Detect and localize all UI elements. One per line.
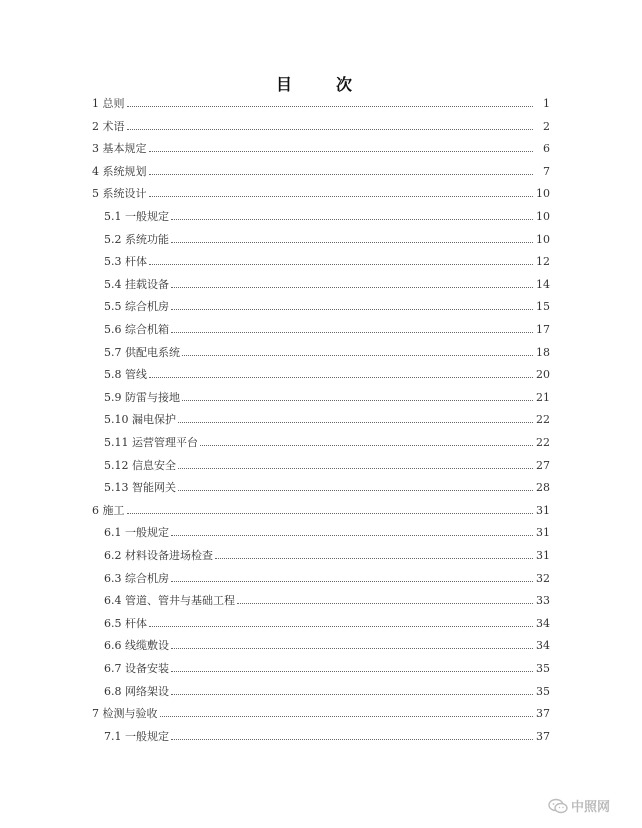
toc-entry-label: 5.4 挂载设备 [104, 277, 169, 291]
dot-leader [171, 287, 533, 288]
toc-section-entry[interactable] [104, 431, 550, 449]
toc-entry-label: 6.8 网络架设 [104, 684, 169, 698]
toc-entry-label: 5.7 供配电系统 [104, 345, 180, 359]
dot-leader [200, 445, 533, 446]
toc-section-entry[interactable] [104, 476, 550, 494]
toc-entry-page: 35 [536, 662, 550, 675]
dot-leader [149, 264, 533, 265]
toc-entry-label: 5.5 综合机房 [104, 300, 169, 314]
dot-leader [171, 309, 533, 310]
dot-leader [215, 558, 533, 559]
toc-chapter-entry[interactable] [92, 115, 550, 133]
toc-entry-label: 6.6 线缆敷设 [104, 639, 169, 653]
toc-section-entry[interactable] [104, 318, 550, 336]
dot-leader [178, 490, 533, 491]
dot-leader [171, 671, 533, 672]
toc-entry-label: 6.5 杆体 [104, 616, 147, 630]
toc-section-entry[interactable] [104, 521, 550, 539]
toc-entry-label: 3 基本规定 [92, 142, 147, 156]
toc-entry-label: 6.3 综合机房 [104, 571, 169, 585]
toc-entry-label: 5.2 系统功能 [104, 232, 169, 246]
toc-entry-page: 14 [536, 277, 550, 291]
toc-entry-page: 33 [536, 594, 550, 608]
toc-entry-page: 37 [536, 707, 550, 721]
toc-entry-page: 6 [543, 142, 550, 156]
toc-entry-page: 18 [536, 345, 550, 359]
toc-chapter-entry[interactable] [92, 92, 550, 110]
toc-entry-label: 6 施工 [92, 503, 125, 517]
dot-leader [149, 196, 534, 197]
dot-leader [149, 174, 534, 175]
toc-section-entry[interactable] [104, 341, 550, 359]
toc-section-entry[interactable] [104, 634, 550, 652]
toc-entry-label: 5.10 漏电保护 [104, 413, 176, 427]
toc-entry-label: 5 系统设计 [92, 187, 147, 201]
toc-section-entry[interactable] [104, 589, 550, 607]
dot-leader [171, 694, 533, 695]
toc-section-entry[interactable] [104, 273, 550, 291]
dot-leader [127, 129, 534, 130]
toc-section-entry[interactable] [104, 680, 550, 698]
wechat-icon [548, 798, 568, 814]
toc-entry-label: 5.9 防雷与接地 [104, 390, 180, 404]
toc-entry-page: 31 [536, 503, 550, 517]
dot-leader [160, 716, 534, 717]
toc-section-entry[interactable] [104, 454, 550, 472]
toc-section-entry[interactable] [104, 250, 550, 268]
toc-entry-page: 34 [536, 639, 550, 653]
dot-leader [171, 648, 533, 649]
toc-entry-page: 2 [543, 119, 550, 133]
dot-leader [171, 332, 533, 333]
toc-entry-page: 10 [536, 210, 550, 223]
dot-leader [182, 355, 533, 356]
toc-entry-label: 7 检测与验收 [92, 707, 158, 721]
toc-entry-page: 10 [536, 232, 550, 246]
toc-entry-label: 7.1 一般规定 [104, 729, 169, 743]
toc-entry-label: 4 系统规划 [92, 164, 147, 178]
toc-entry-label: 5.12 信息安全 [104, 458, 176, 472]
toc-entry-label: 5.6 综合机箱 [104, 323, 169, 336]
dot-leader [178, 422, 533, 423]
toc-entry-label: 1 总则 [92, 97, 125, 110]
watermark [548, 796, 610, 815]
toc-entry-label: 5.3 杆体 [104, 255, 147, 269]
toc-entry-page: 20 [536, 368, 550, 382]
toc-section-entry[interactable] [104, 567, 550, 585]
toc-chapter-entry[interactable] [92, 182, 550, 200]
page-title: 目 次 [275, 75, 366, 94]
toc-section-entry[interactable] [104, 228, 550, 246]
toc-entry-label: 2 术语 [92, 119, 125, 133]
toc-entry-page: 15 [536, 300, 550, 314]
toc-entry-label: 6.4 管道、管井与基础工程 [104, 594, 235, 608]
dot-leader [182, 400, 533, 401]
toc-entry-page: 28 [536, 481, 550, 495]
dot-leader [149, 626, 533, 627]
toc-entry-page: 22 [536, 436, 550, 449]
toc-entry-page: 32 [536, 571, 550, 585]
toc-section-entry[interactable] [104, 295, 550, 313]
dot-leader [171, 219, 533, 220]
toc-entry-page: 31 [536, 549, 550, 562]
toc-section-entry[interactable] [104, 408, 550, 426]
toc-section-entry[interactable] [104, 725, 550, 743]
toc-entry-label: 5.11 运营管理平台 [104, 436, 198, 449]
toc-chapter-entry[interactable] [92, 160, 550, 178]
toc-section-entry[interactable] [104, 544, 550, 562]
toc-entry-page: 17 [536, 323, 550, 336]
toc-entry-page: 37 [536, 729, 550, 743]
dot-leader [149, 151, 534, 152]
dot-leader [171, 739, 533, 740]
toc-section-entry[interactable] [104, 612, 550, 630]
toc-entry-label: 6.2 材料设备进场检查 [104, 549, 213, 562]
toc-entry-label: 6.7 设备安装 [104, 662, 169, 675]
dot-leader [171, 581, 533, 582]
toc-chapter-entry[interactable] [92, 702, 550, 720]
dot-leader [127, 513, 534, 514]
dot-leader [171, 242, 533, 243]
toc-entry-label: 5.8 管线 [104, 368, 147, 382]
toc-entry-label: 5.13 智能网关 [104, 481, 176, 495]
toc-entry-page: 10 [536, 187, 550, 201]
toc-entry-page: 1 [543, 97, 550, 110]
toc-entry-label: 6.1 一般规定 [104, 526, 169, 540]
dot-leader [171, 535, 533, 536]
toc-entry-page: 12 [536, 255, 550, 269]
toc-entry-page: 7 [543, 164, 550, 178]
toc-section-entry[interactable] [104, 205, 550, 223]
toc-entry-page: 21 [536, 390, 550, 404]
dot-leader [149, 377, 533, 378]
toc-chapter-entry[interactable] [92, 137, 550, 155]
watermark-text: 中照网 [571, 800, 611, 815]
toc-entry-page: 34 [536, 616, 550, 630]
toc-entry-page: 35 [536, 684, 550, 698]
toc-section-entry[interactable] [104, 657, 550, 675]
toc-entry-page: 22 [536, 413, 550, 427]
toc-chapter-entry[interactable] [92, 499, 550, 517]
dot-leader [127, 106, 534, 107]
dot-leader [237, 603, 533, 604]
dot-leader [178, 468, 533, 469]
toc-section-entry[interactable] [104, 386, 550, 404]
toc-entry-label: 5.1 一般规定 [104, 210, 169, 223]
toc-section-entry[interactable] [104, 363, 550, 381]
toc-entry-page: 31 [536, 526, 550, 540]
toc-entry-page: 27 [536, 458, 550, 472]
